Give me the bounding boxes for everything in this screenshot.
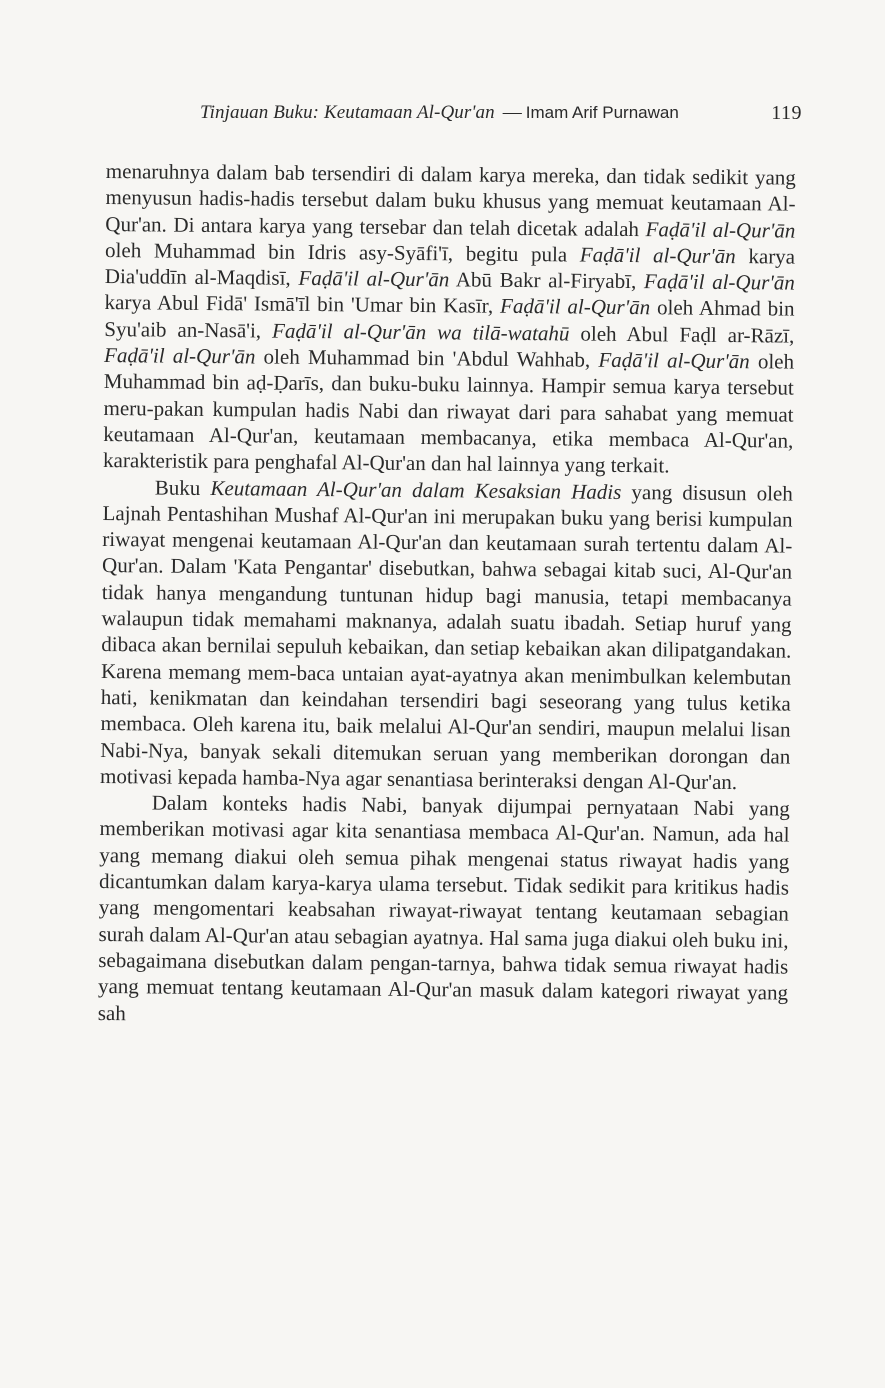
text-segment: oleh Ahmad bin Syu'aib an-Nasā'i,: [104, 295, 795, 343]
text-segment: Abū Bakr al-Firyabī,: [449, 267, 645, 294]
body-text: [98, 158, 796, 1032]
text-segment: oleh Muhammad bin Idris asy-Syāfi'ī, begitu pula: [105, 237, 580, 267]
text-segment: karya Dia'uddīn al-Maqdisī,: [104, 243, 796, 291]
running-head: [200, 100, 802, 126]
text-segment: yang disusun oleh Lajnah Pentashihan Mushaf Al-Qur'an ini merupakan buku yang berisi kumpulan riwayat mengenai keutamaan Al-Qur'an dan keutamaan surah tertentu dalam Al-Qur'an. Dalam 'Kata Pengantar' disebutkan, bahwa sebagai kitab suci, Al-Qur'an tidak hanya mengandung tuntunan hidup bagi manusia, tetapi membacanya walaupun tidak memahami maknanya, adalah suatu ibadah. Setiap huruf yang dibaca akan bernilai sepuluh kebaikan, dan setiap kebaikan akan dilipatgandakan. Karena memang mem-baca untaian ayat-ayatnya akan menimbulkan kelembutan hati, kenikmatan dan keindahan tersendiri bagi seseorang yang tulus ketika membaca. Oleh karena itu, baik melalui Al-Qur'an sendiri, maupun melalui lisan Nabi-Nya, banyak sekali ditemukan seruan yang memberikan dorongan dan motivasi kepada hamba-Nya agar senantiasa berinteraksi dengan Al-Qur'an.: [99, 479, 793, 794]
page-number: 119: [771, 102, 802, 124]
paragraph-3: [98, 789, 790, 1032]
paragraph-1: [103, 158, 796, 480]
italic-title: Faḍā'il al-Qur'ān: [103, 343, 256, 369]
italic-title: Faḍā'il al-Qur'ān: [579, 242, 736, 268]
running-head-author: Imam Arif Purnawan: [525, 103, 679, 122]
italic-title: Keutamaan Al-Qur'an dalam Kesaksian Hadis: [210, 475, 622, 504]
text-segment: Dalam konteks hadis Nabi, banyak dijumpai pernyataan Nabi yang memberikan motivasi agar kita senantiasa membaca Al-Qur'an. Namun, ada hal yang memang diakui oleh semua pihak mengenai status riwayat hadis yang dicantumkan dalam karya-karya ulama tersebut. Tidak sedikit para kritikus hadis yang mengomentari keabsahan riwayat-riwayat tentang keutamaan sebagian surah dalam Al-Qur'an atau sebagian ayatnya. Hal sama juga diakui oleh buku ini, sebagaimana disebutkan dalam pengan-tarnya, bahwa tidak semua riwayat hadis yang memuat tentang keutamaan Al-Qur'an masuk dalam kategori riwayat yang sah: [97, 790, 790, 1025]
italic-title: Faḍā'il al-Qur'ān wa tilā-watahū: [271, 318, 570, 346]
text-segment: oleh Muhammad bin aḍ-Ḍarīs, dan buku-buku lainnya. Hampir semua karya tersebut meru-pakan kumpulan hadis Nabi dan riwayat dari para sahabat yang memuat keutamaan Al-Qur'an, keutamaan membacanya, etika membaca Al-Qur'an, karakteristik para penghafal Al-Qur'an dan hal lainnya yang terkait.: [102, 349, 795, 478]
text-segment: oleh Abul Faḍl ar-Rāzī,: [569, 321, 795, 348]
italic-title: Faḍā'il al-Qur'ān: [499, 294, 651, 320]
paragraph-2: [100, 474, 793, 796]
running-head-dash: —: [502, 102, 522, 123]
italic-title: Faḍā'il al-Qur'ān: [598, 347, 750, 374]
italic-title: Faḍā'il al-Qur'ān: [643, 269, 795, 295]
text-segment: karya Abul Fidā' Ismā'īl bin 'Umar bin Kasīr,: [104, 290, 501, 319]
running-head-title: Tinjauan Buku: Keutamaan Al-Qur'an: [200, 102, 495, 123]
text-segment: oleh Muhammad bin 'Abdul Wahhab,: [255, 344, 599, 372]
italic-title: Faḍā'il al-Qur'ān: [645, 216, 796, 243]
text-segment: Buku: [154, 475, 211, 500]
italic-title: Faḍā'il al-Qur'ān: [298, 266, 450, 292]
text-segment: menaruhnya dalam bab tersendiri di dalam karya mereka, dan tidak sedikit yang menyusun hadis-hadis tersebut dalam buku khusus yang memuat keutamaan Al-Qur'an. Di antara karya yang tersebar dan telah dicetak adalah: [105, 158, 796, 241]
